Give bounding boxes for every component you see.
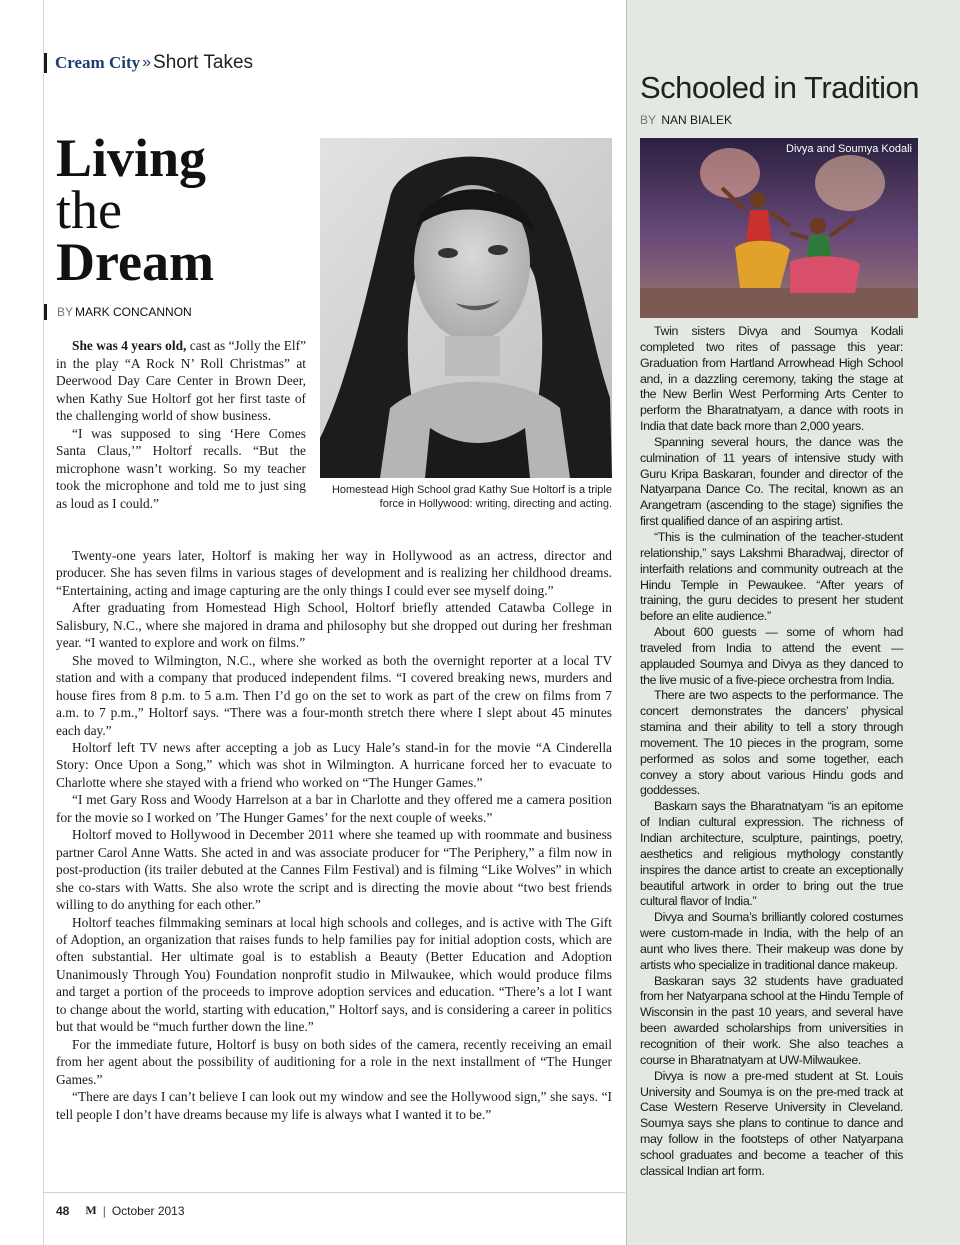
- byline-prefix: BY: [57, 305, 74, 319]
- sidebar-paragraph: There are two aspects to the performance. The concert demonstrates the dancers’ physical stamina and their ability to tell a story through movement. The 10 pieces in the program, some performed as solos and some together, each convey a story about various Hindu gods and goddesses.: [640, 688, 903, 798]
- section-rule: [44, 53, 47, 73]
- body-paragraph: “There are days I can’t believe I can look out my window and see the Hollywood sign,” she says. “I tell people I don’t have dreams because my life is always what I wanted it to be.”: [56, 1089, 612, 1122]
- portrait-photo: [320, 138, 612, 478]
- body-paragraph: Holtorf teaches filmmaking seminars at local high schools and colleges, and is active with The Gift of Adoption, an organization that raises funds to help families pay for initial adoption costs, which are often substantial. Her ultimate goal is to establish a Beauty (Better Education and Adoption Unanimously Through You) Foundation nonprofit studio in Milwaukee, which would produce films and target a portion of the proceeds to improve adoption services and education. “There’s a lot I want to change about the world, starting with education,” Holtorf says, and is considering a career in politics but that would be “much further down the line.”: [56, 914, 612, 1035]
- footer-rule: [43, 1192, 625, 1193]
- page-folio: [56, 1203, 185, 1218]
- sidebar-paragraph: Spanning several hours, the dance was the culmination of 11 years of intensive study with Guru Kripa Baskaran, founder and director of the Natyarpana Dance Co. The recital, known as an Arangetram (ascending to the stage) signifies the first qualified dance of an aspiring artist.: [640, 434, 903, 529]
- article-byline: [44, 304, 192, 320]
- body-paragraph: “I met Gary Ross and Woody Harrelson at a bar in Charlotte and they offered me a camera position for the movie so I worked on ’The Hunger Games’ for the next couple of weeks.”: [56, 792, 612, 825]
- article-headline: [56, 128, 316, 292]
- dancers-caption: Divya and Soumya Kodali: [786, 143, 912, 155]
- magazine-logo: M: [85, 1203, 97, 1217]
- body-paragraph: For the immediate future, Holtorf is busy on both sides of the camera, recently receiving an email from her agent about the possibility of auditioning for a role in the next installment of “The Hunger Games.”: [56, 1036, 612, 1087]
- issue-date: October 2013: [111, 1203, 185, 1218]
- article-body: [56, 547, 612, 1123]
- sidebar-paragraph: Baskarn says the Bharatnatyam “is an epitome of Indian cultural expression. The richness of Indian architecture, sculpture, paintings, poetry, aesthetics and religious mythology constantly inspires the dance artist to create an exceptionally beautiful artwork in order to bring out the true cultural flavor of India.”: [640, 799, 903, 909]
- sidebar-paragraph: “This is the culmination of the teacher-student relationship,” says Lakshmi Bharadwaj, director of interfaith relations and community outreach at the Hindu Temple in Pewaukee. “After years of training, the guru decides to present her student before an elite audience.”: [640, 529, 903, 624]
- article-intro: [56, 337, 306, 512]
- portrait-caption: Homestead High School grad Kathy Sue Holtorf is a triple force in Hollywood: writing, directing and acting.: [331, 484, 612, 510]
- sidebar-paragraph: Divya and Souma’s brilliantly colored costumes were custom-made in India, with the help of an aunt who lives there. Their makeup was done by artists who specialize in traditional dance makeup.: [640, 910, 903, 972]
- section-separator: »: [142, 54, 152, 71]
- sidebar-paragraph: About 600 guests — some of whom had traveled from India to attend the event — applauded Soumya and Divya as they danced to the live music of a five-piece orchestra from India.: [640, 625, 903, 687]
- intro-paragraph: [56, 337, 306, 425]
- headline-line-1: Living: [56, 128, 207, 188]
- sidebar-body: [640, 324, 903, 1180]
- intro-text: cast as “Jolly the Elf” in the play “A Rock N’ Roll Christmas” at Deerwood Day Care Center in Brown Deer, when Kathy Sue Holtorf got her first taste of the challenging world of show business.: [56, 338, 307, 423]
- sidebar-byline-author: NAN BIALEK: [661, 113, 733, 127]
- page-number: 48: [56, 1203, 70, 1218]
- sidebar-paragraph: Baskaran says 32 students have graduated from her Natyarpana school at the Hindu Temple of Wisconsin in the past 10 years, and several have been awarded scholarships from universities in recognition of their work. She also teaches a course in Bharatnatyam at UW-Milwaukee.: [640, 973, 903, 1067]
- headline-line-3: Dream: [56, 232, 214, 292]
- section-header: [44, 52, 253, 74]
- lead-in: She was 4 years old,: [72, 338, 187, 353]
- sidebar-paragraph: Twin sisters Divya and Soumya Kodali completed two rites of passage this year: Graduation from Hartland Arrowhead High School and, in a dazzling ceremony, taking the stage at the New Berlin West Performing Arts Center to perform the Bharatnatyam, a dance with roots in India that date back more than 2,000 years.: [640, 324, 903, 434]
- body-paragraph: Holtorf moved to Hollywood in December 2011 where she teamed up with roommate and business partner Carol Anne Watts. She acted in and was associate producer for “The Periphery,” a film now in post-production (its trailer debuted at the Cannes Film Festival) and is filming “Like Wolves” in which she co-stars with Watts. She also wrote the script and is directing the movie about “two best friends willing to do anything for each other.”: [56, 827, 612, 913]
- intro-paragraph: “I was supposed to sing ‘Here Comes Santa Claus,’” Holtorf recalls. “But the microphone wasn’t working. So my teacher took the microphone and told me to just sing as loud as I could.”: [56, 425, 306, 511]
- section-name: Cream City: [55, 53, 141, 72]
- body-paragraph: Holtorf left TV news after accepting a job as Lucy Hale’s stand-in for the movie “A Cinderella Story: Once Upon a Song,” which was shot in Wilmington. A hurricane forced her to evacuate to Charlotte where she stayed with a friend who worked on “The Hunger Games.”: [56, 739, 612, 790]
- folio-divider: |: [102, 1203, 106, 1218]
- sidebar-byline-prefix: BY: [640, 113, 657, 127]
- page-edge-line: [43, 0, 44, 1245]
- sidebar-paragraph: Divya is now a pre-med student at St. Louis University and Soumya is on the pre-med track at Case Western Reserve University in Cleveland. Soumya says she plans to continue to dance and may follow in the footsteps of other Natyarpana school graduates and become a teacher of this classical Indian art form.: [640, 1068, 903, 1178]
- sidebar-title: Schooled in Tradition: [640, 70, 920, 105]
- body-paragraph: After graduating from Homestead High School, Holtorf briefly attended Catawba College in Salisbury, N.C., where she majored in drama and philosophy but she dropped out during her freshman year. “I wanted to explore and work on films.”: [56, 600, 612, 651]
- byline-rule: [44, 304, 47, 320]
- section-subtitle: Short Takes: [153, 52, 254, 73]
- body-paragraph: Twenty-one years later, Holtorf is making her way in Hollywood as an actress, director and producer. She has seven films in various stages of development and is realizing her childhood dreams. “Entertaining, acting and image capturing are the only things I could ever see myself doing.”: [56, 548, 612, 598]
- sidebar-byline: [640, 113, 732, 127]
- dancers-photo: [640, 138, 918, 318]
- byline-author: MARK CONCANNON: [75, 305, 192, 319]
- headline-line-2: the: [56, 180, 122, 240]
- body-paragraph: She moved to Wilmington, N.C., where she worked as both the overnight reporter at a local TV station and with a company that produced independent films. “I covered breaking news, murders and house fires from 8 p.m. to 5 a.m. Then I’d go on the set to work as part of the crew on films from 7 a.m. to 7 p.m.,” Holtorf says. “There was a four-month stretch there where I slept about 45 minutes each day.”: [56, 652, 612, 738]
